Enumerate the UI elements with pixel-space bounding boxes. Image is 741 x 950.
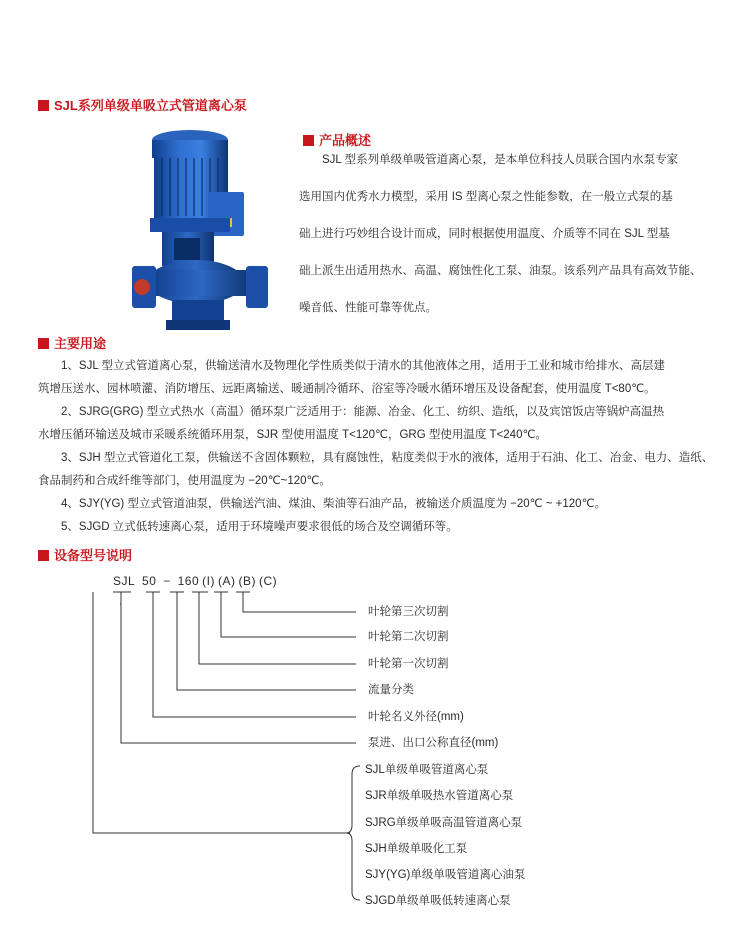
type-item: SJY(YG)单级单吸管道离心油泵 (365, 869, 526, 881)
uses-line: 水增压循环输送及城市采暖系统循环用泵，SJR 型使用温度 T<120℃，GRG 型使用温度 T<240℃。 (38, 429, 547, 441)
type-item: SJGD单级单吸低转速离心泵 (365, 895, 511, 907)
model-label: 流量分类 (368, 684, 414, 696)
model-part: 160 (177, 574, 200, 588)
overview-line: SJL 型系列单级单吸管道离心泵，是本单位科技人员联合国内水泵专家 (322, 154, 679, 166)
type-item: SJL单级单吸管道离心泵 (365, 764, 489, 776)
model-part: SJL (113, 574, 136, 588)
page-title: SJL系列单级单吸立式管道离心泵 (38, 98, 247, 114)
model-label: 叶轮第一次切割 (368, 658, 449, 670)
model-label: 泵进、出口公称直径(mm) (368, 737, 499, 749)
model-heading: 设备型号说明 (38, 548, 132, 564)
model-part: (I) (202, 574, 215, 588)
uses-line: 1、SJL 型立式管道离心泵，供输送清水及物理化学性质类似于清水的其他液体之用，适用于工业和城市给排水、高层建 (61, 360, 665, 372)
overview-heading: 产品概述 (303, 133, 371, 149)
uses-line: 4、SJY(YG) 型立式管道油泵，供输送汽油、煤油、柴油等石油产品，被输送介质温度为 −20℃ ~ +120℃。 (61, 498, 606, 510)
uses-line: 筑增压送水、园林喷灌、消防增压、远距离输送、暖通制冷循环、浴室等冷暖水循环增压及设备配套，使用温度 T<80℃。 (38, 383, 656, 395)
model-part: 50 (142, 574, 157, 588)
model-part: (C) (258, 574, 278, 588)
uses-line: 3、SJH 型立式管道化工泵，供输送不含固体颗粒，具有腐蚀性，粘度类似于水的液体，适用于石油、化工、冶金、电力、造纸、 (61, 452, 714, 464)
type-item: SJR单级单吸热水管道离心泵 (365, 790, 514, 802)
model-part: − (163, 574, 171, 588)
model-label: 叶轮名义外径(mm) (368, 711, 464, 723)
type-item: SJH单级单吸化工泵 (365, 843, 468, 855)
model-part: (A) (217, 574, 236, 588)
overview-line: 础上进行巧妙组合设计而成，同时根据使用温度、介质等不同在 SJL 型基 (299, 228, 670, 240)
model-part: (B) (238, 574, 256, 588)
uses-line: 5、SJGD 立式低转速离心泵，适用于环境噪声要求很低的场合及空调循环等。 (61, 521, 458, 533)
overview-line: 选用国内优秀水力模型，采用 IS 型离心泵之性能参数，在一般立式泵的基 (299, 191, 673, 203)
uses-heading: 主要用途 (38, 336, 106, 352)
uses-line: 2、SJRG(GRG) 型立式热水（高温）循环泵广泛适用于：能源、冶金、化工、纺织、造纸，以及宾馆饭店等锅炉高温热 (61, 406, 665, 418)
overview-line: 噪音低、性能可靠等优点。 (299, 302, 437, 314)
overview-line: 础上派生出适用热水、高温、腐蚀性化工泵、油泵。该系列产品具有高效节能、 (299, 265, 702, 277)
model-label: 叶轮第三次切割 (368, 606, 449, 618)
uses-line: 食品制药和合成纤维等部门，使用温度为 −20℃~120℃。 (38, 475, 331, 487)
model-label: 叶轮第二次切割 (368, 631, 449, 643)
type-item: SJRG单级单吸高温管道离心泵 (365, 817, 523, 829)
